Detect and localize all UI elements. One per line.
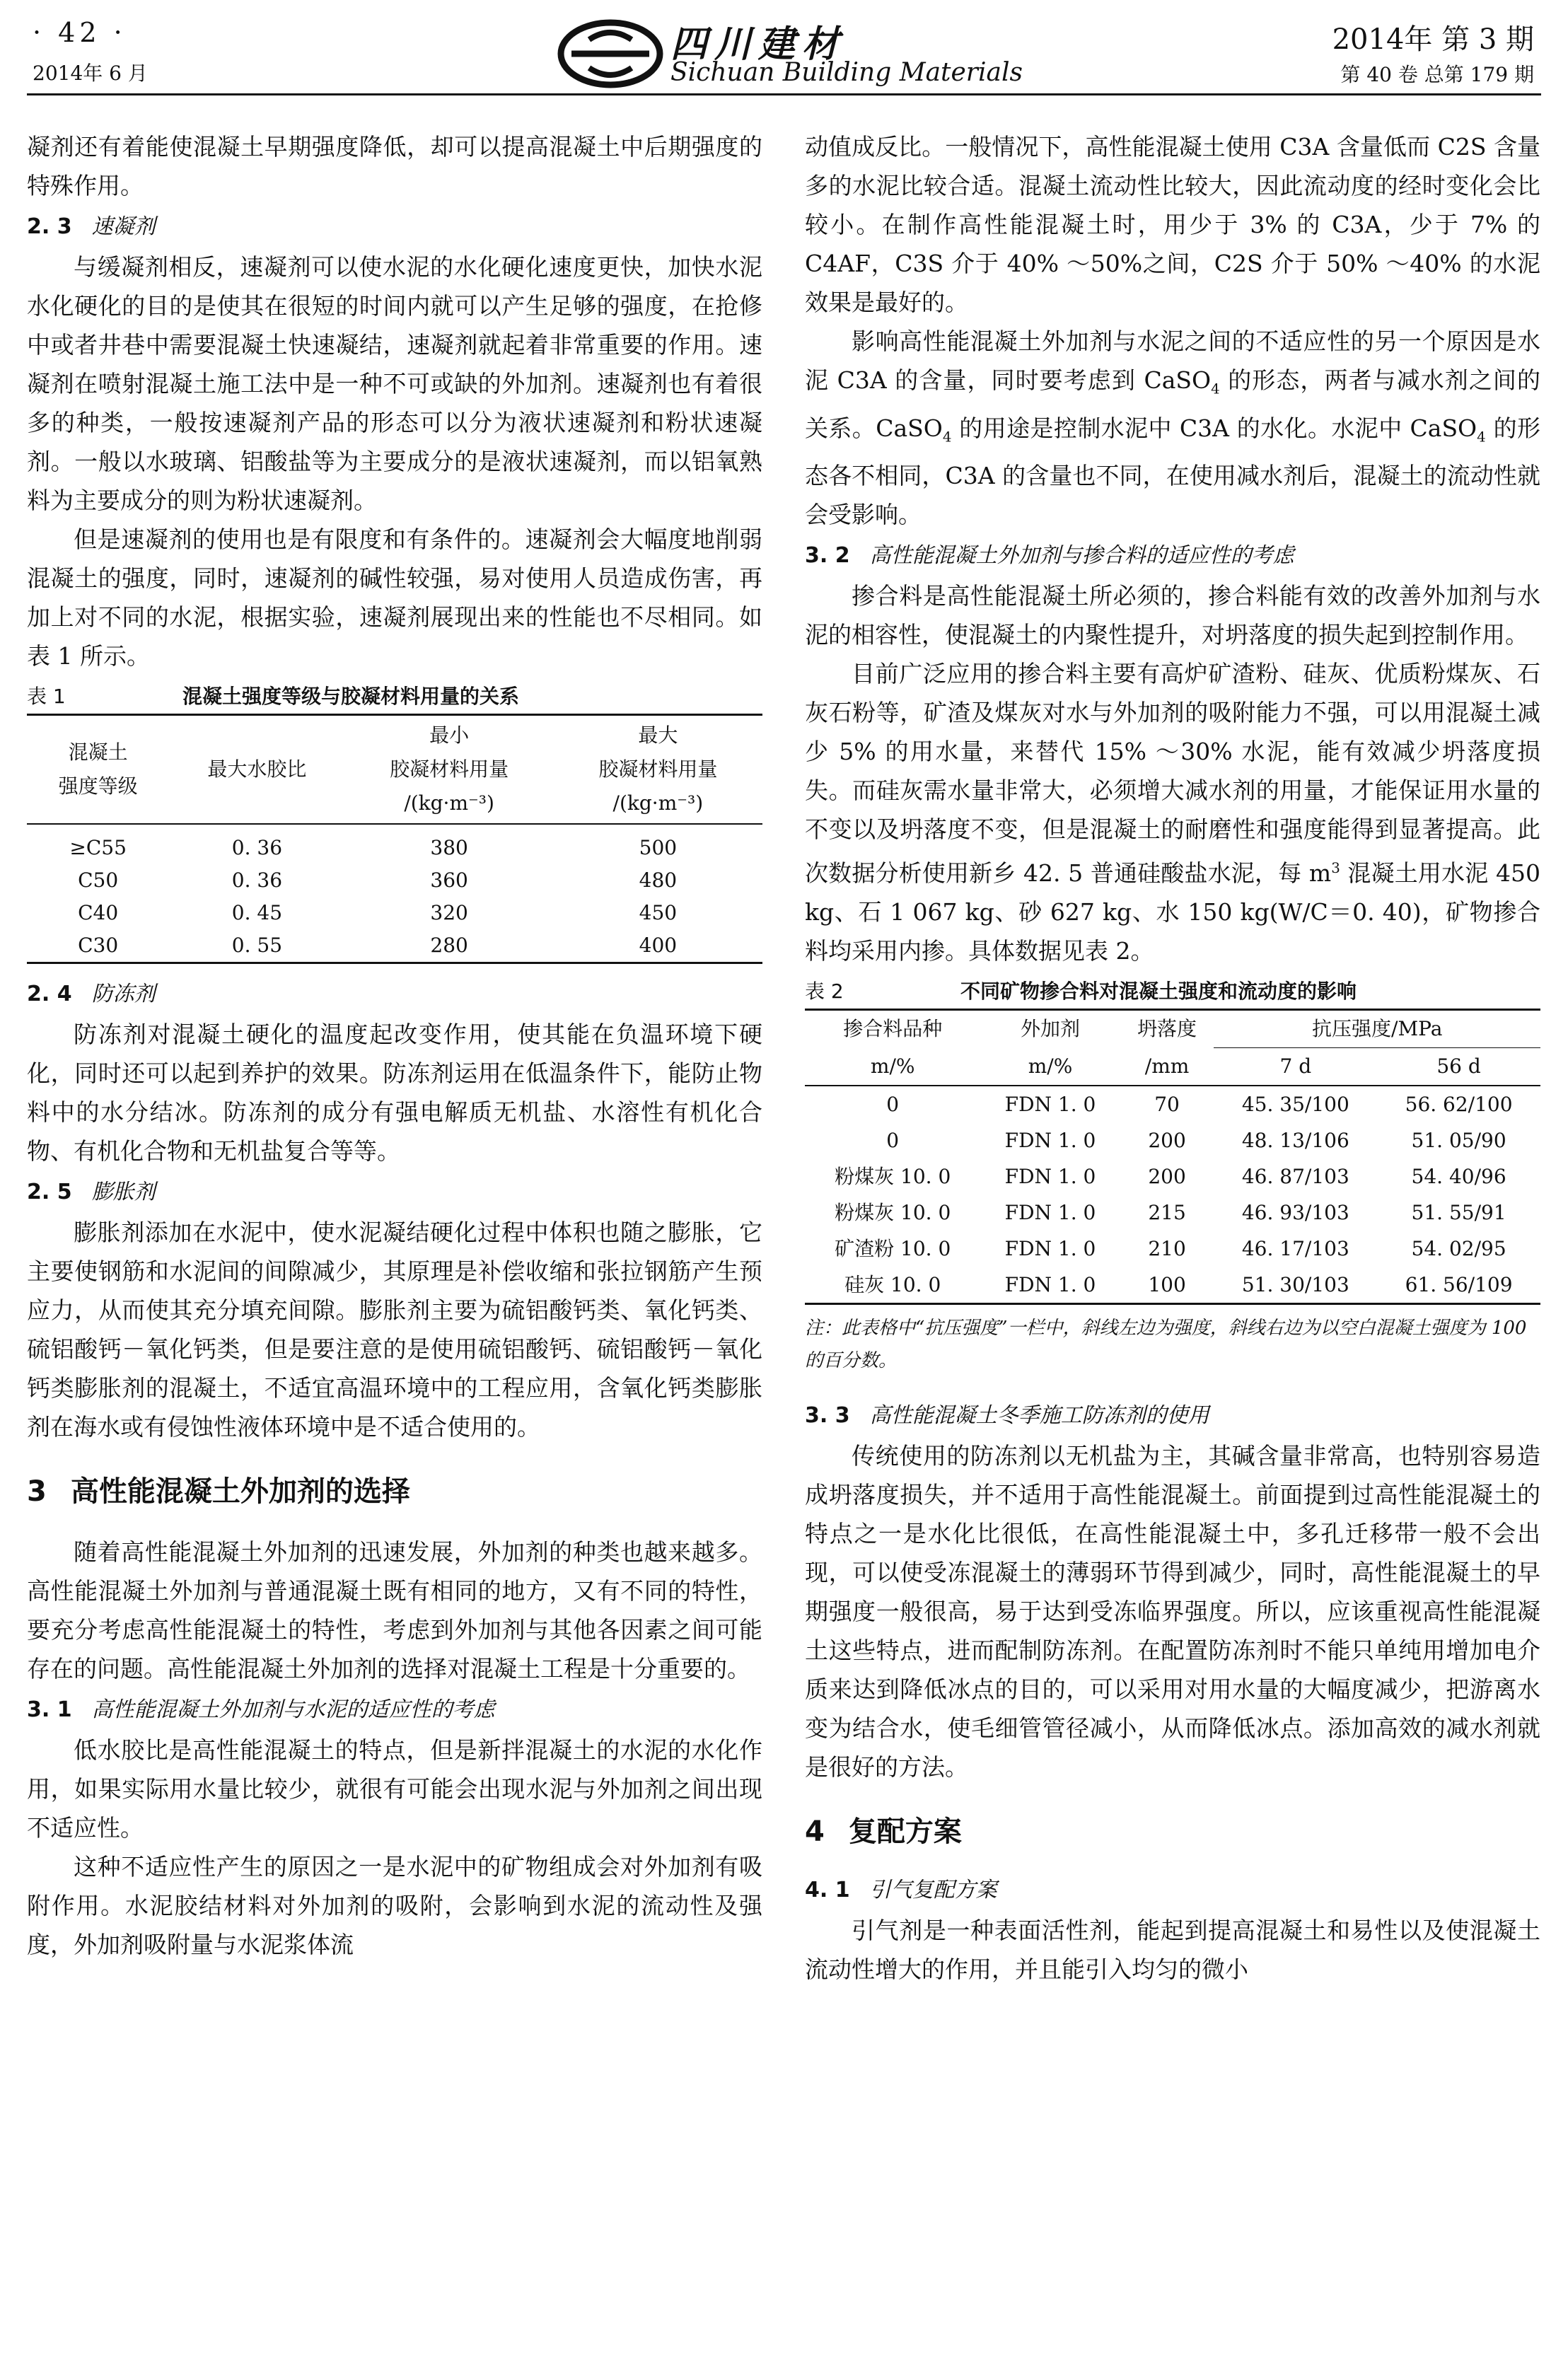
- paragraph: 传统使用的防冻剂以无机盐为主，其碱含量非常高，也特别容易造成坍落度损失，并不适用于高性能混凝土。前面提到过高性能混凝土的特点之一是水化比很低，在高性能混凝土中，多孔迁移带一般不会出现，可以使受冻混凝土的薄弱环节得到减少，同时，高性能混凝土的早期强度一般很高，易于达到受冻临界强度。所以，应该重视高性能混凝土这些特点，进而配制防冻剂。在配置防冻剂时不能只单纯用增加电介质来达到降低冰点的目的，可以采用对用水量的大幅度减少，把游离水变为结合水，使毛细管管径减小，从而降低冰点。添加高效的减水剂就是很好的方法。: [805, 1442, 1540, 1782]
- subsection-heading: 2. 5 膨胀剂: [27, 1180, 156, 1204]
- table-row: ≥C55 0. 36 380 500: [69, 836, 678, 859]
- section-heading: 3 高性能混凝土外加剂的选择: [27, 1475, 410, 1508]
- table-header-cell: 最小 胶凝材料用量 /(kg·m⁻³): [345, 715, 554, 825]
- table-row: 0 FDN 1. 0 70 45. 35/100 56. 62/100: [886, 1093, 1513, 1117]
- issue-number: 2014年 第 3 期: [1332, 23, 1534, 56]
- table-row: 硅灰 10. 0 FDN 1. 0 100 51. 30/103 61. 56/109: [844, 1273, 1513, 1297]
- table-row: 粉煤灰 10. 0 FDN 1. 0 215 46. 93/103 51. 55/91: [835, 1201, 1506, 1225]
- subsection-heading: 2. 3 速凝剂: [27, 214, 156, 239]
- data-table: [27, 714, 762, 964]
- paragraph: 目前广泛应用的掺合料主要有高炉矿渣粉、硅灰、优质粉煤灰、石灰石粉等，矿渣及煤灰对水与外加剂的吸附能力不强，可以用混凝土减少 5% 的用水量，来替代 15% ～30% 水泥，能有效减少坍落度损失。而硅灰需水量非常大，必须增大减水剂的用量，才能保证用水量的不变以及坍落度不变，但是混凝土的耐磨性和强度能得到显著提高。此次数据分析使用新乡 42. 5 普通硅酸盐水泥，每 $m^3$ 混凝土用水泥 450 kg、石 1 067 kg、砂 627 kg、水 150 kg(W/C＝0. 40)，矿物掺合料均采用内掺。具体数据见表 2。: [805, 660, 1541, 965]
- table-note: 注：此表格中“抗压强度”一栏中，斜线左边为强度，斜线右边为以空白混凝土强度为 100 的百分数。: [805, 1318, 1527, 1372]
- journal-title-en: Sichuan Building Materials: [670, 58, 1023, 87]
- subsection-heading: 3. 1 高性能混凝土外加剂与水泥的适应性的考虑: [27, 1697, 495, 1722]
- left-column: [27, 127, 762, 1964]
- journal-logo-icon: [557, 18, 663, 89]
- table-header-cell: 最大 胶凝材料用量 /(kg·m⁻³): [554, 715, 762, 825]
- table-header-cell: 最大水胶比: [169, 715, 344, 825]
- journal-title-cn: 四川建材: [670, 23, 847, 66]
- table-row: 0 FDN 1. 0 200 48. 13/106 51. 05/90: [886, 1129, 1506, 1153]
- subsection-heading: 2. 4 防冻剂: [27, 982, 156, 1006]
- table-header-row: m/% m/% /mm 7 d 56 d: [805, 1048, 1540, 1086]
- section-heading: 4 复配方案: [805, 1815, 962, 1849]
- issue-date: 2014年 6 月: [33, 62, 148, 85]
- page-number: · 42 ·: [33, 17, 127, 48]
- paragraph: 与缓凝剂相反，速凝剂可以使水泥的水化硬化速度更快，加快水泥水化硬化的目的是使其在很短的时间内就可以产生足够的强度，在抢修中或者井巷中需要混凝土快速凝结，速凝剂就起着非常重要的作用。速凝剂在喷射混凝土施工法中是一种不可或缺的外加剂。速凝剂也有着很多的种类，一般按速凝剂产品的形态可以分为液状速凝剂和粉状速凝剂。一般以水玻璃、铝酸盐等为主要成分的是液状速凝剂，而以铝氧熟料为主要成分的则为粉状速凝剂。: [27, 253, 762, 514]
- table-caption: 表 1 混凝土强度等级与胶凝材料用量的关系: [27, 685, 520, 708]
- table-header-row: 掺合料品种 外加剂 坍落度 抗压强度/MPa: [805, 1010, 1540, 1048]
- right-column: [805, 127, 1540, 1989]
- paragraph: 防冻剂对混凝土硬化的温度起改变作用，使其能在负温环境下硬化，同时还可以起到养护的效果。防冻剂运用在低温条件下，能防止物料中的水分结冰。防冻剂的成分有强电解质无机盐、水溶性有机化合物、有机化合物和无机盐复合等等。: [27, 1021, 762, 1165]
- volume-info: 第 40 卷 总第 179 期: [1340, 63, 1534, 86]
- subsection-heading: 3. 2 高性能混凝土外加剂与掺合料的适应性的考虑: [805, 543, 1294, 569]
- paragraph: 随着高性能混凝土外加剂的迅速发展，外加剂的种类也越来越多。高性能混凝土外加剂与普通混凝土既有相同的地方，又有不同的特性，要充分考虑高性能混凝土的特性，考虑到外加剂与其他各因素之间可能存在的问题。高性能混凝土外加剂的选择对混凝土工程是十分重要的。: [27, 1538, 762, 1683]
- table-row: 矿渣粉 10. 0 FDN 1. 0 210 46. 17/103 54. 02/95: [835, 1237, 1506, 1261]
- paragraph: 膨胀剂添加在水泥中，使水泥凝结硬化过程中体积也随之膨胀，它主要使钢筋和水泥间的间隙减少，其原理是补偿收缩和张拉钢筋产生预应力，从而使其充分填充间隙。膨胀剂主要为硫铝酸钙类、氧化钙类、硫铝酸钙－氧化钙类，但是要注意的是使用硫铝酸钙、硫铝酸钙－氧化钙类膨胀剂的混凝土，不适宜高温环境中的工程应用，含氧化钙类膨胀剂在海水或有侵蚀性液体环境中是不适合使用的。: [27, 1219, 762, 1441]
- data-table: [805, 1009, 1540, 1305]
- paragraph: 这种不适应性产生的原因之一是水泥中的矿物组成会对外加剂有吸附作用。水泥胶结材料对外加剂的吸附，会影响到水泥的流动性及强度，外加剂吸附量与水泥浆体流: [27, 1853, 762, 1958]
- paragraph: 影响高性能混凝土外加剂与水泥之间的不适应性的另一个原因是水泥 C3A 的含量，同时要考虑到 CaSO$_4$ 的形态，两者与减水剂之间的关系。CaSO$_4$ 的用途是控制水泥中 C3A 的水化。水泥中 CaSO$_4$ 的形态各不相同，C3A 的含量也不同，在使用减水剂后，混凝土的流动性就会受影响。: [805, 327, 1540, 529]
- paragraph: 凝剂还有着能使混凝土早期强度降低，却可以提高混凝土中后期强度的特殊作用。: [27, 133, 762, 199]
- paragraph: 低水胶比是高性能混凝土的特点，但是新拌混凝土的水泥的水化作用，如果实际用水量比较少，就很有可能会出现水泥与外加剂之间出现不适应性。: [27, 1736, 762, 1842]
- table-row: C50 0. 36 360 480: [78, 868, 678, 892]
- paragraph: 引气剂是一种表面活性剂，能起到提高混凝土和易性以及使混凝土流动性增大的作用，并且能引入均匀的微小: [805, 1917, 1540, 1984]
- table-row: C30 0. 55 280 400: [78, 934, 678, 957]
- table-header-row: [27, 715, 762, 825]
- subsection-heading: 4. 1 引气复配方案: [805, 1878, 997, 1903]
- paragraph: 掺合料是高性能混凝土所必须的，掺合料能有效的改善外加剂与水泥的相容性，使混凝土的内聚性提升，对坍落度的损失起到控制作用。: [805, 582, 1540, 649]
- table-caption: 表 2 不同矿物掺合料对混凝土强度和流动度的影响: [805, 980, 1357, 1004]
- paragraph: 但是速凝剂的使用也是有限度和有条件的。速凝剂会大幅度地削弱混凝土的强度，同时，速凝剂的碱性较强，易对使用人员造成伤害，再加上对不同的水泥，根据实验，速凝剂展现出来的性能也不尽相同。如表 1 所示。: [27, 525, 762, 670]
- table-header-cell: 混凝土 强度等级: [27, 715, 169, 825]
- table-row: 粉煤灰 10. 0 FDN 1. 0 200 46. 87/103 54. 40/96: [835, 1165, 1506, 1189]
- table-row: C40 0. 45 320 450: [78, 901, 678, 924]
- subsection-heading: 3. 3 高性能混凝土冬季施工防冻剂的使用: [805, 1403, 1209, 1429]
- page-header: [27, 14, 1541, 95]
- paragraph: 动值成反比。一般情况下，高性能混凝土使用 C3A 含量低而 C2S 含量多的水泥比较合适。混凝土流动性比较大，因此流动度的经时变化会比较小。在制作高性能混凝土时，用少于 3% 的 C3A，少于 7% 的 C4AF，C3S 介于 40% ～50%之间，C2S 介于 50% ～40% 的水泥效果是最好的。: [805, 133, 1540, 316]
